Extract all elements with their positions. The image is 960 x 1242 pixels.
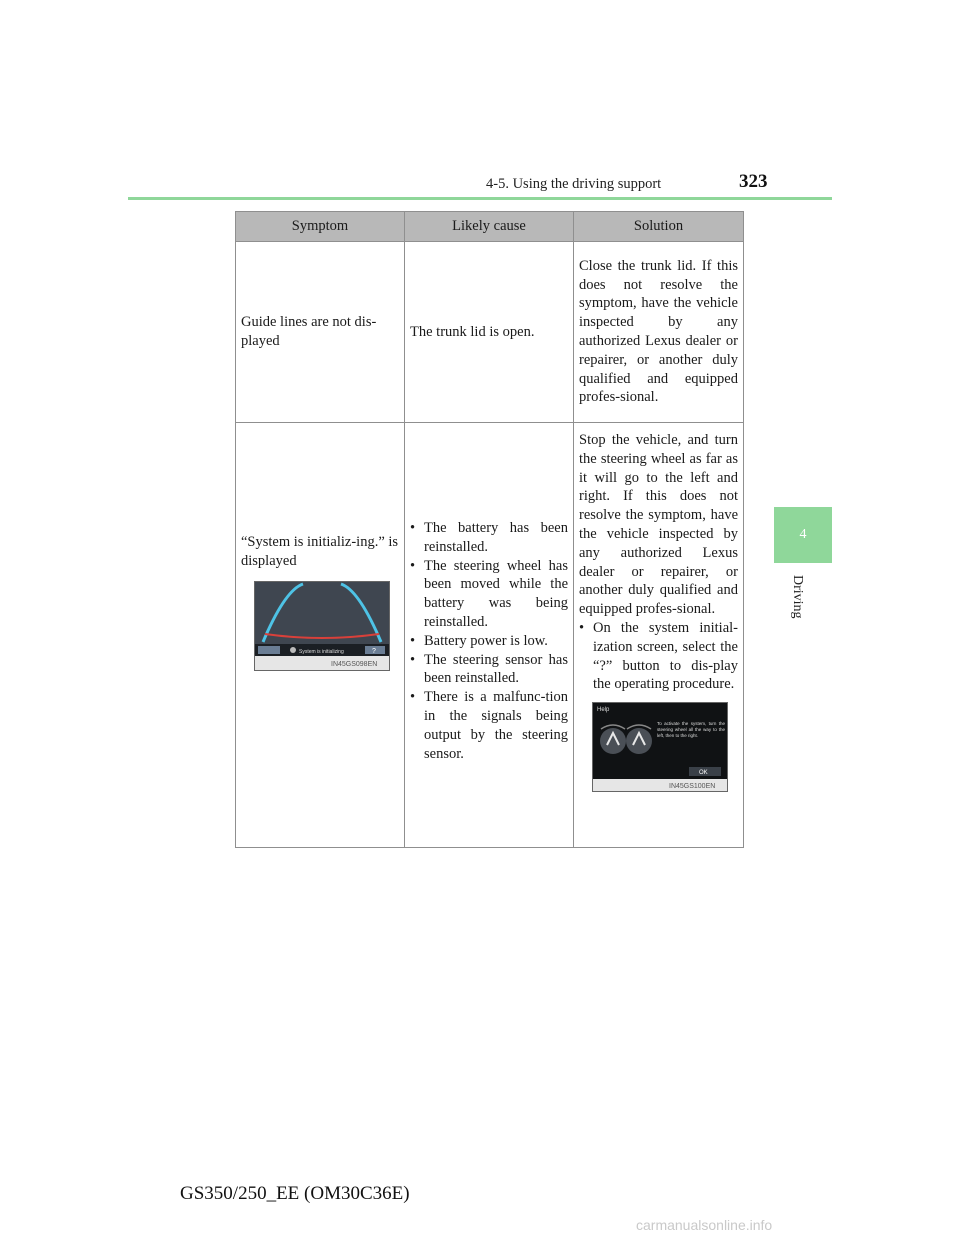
solution-cell: Close the trunk lid. If this does not resolve the symptom, have the vehicle inspected by any authorized Lexus dealer or repairer, or another duly qualified and equipped profes-sional. bbox=[574, 242, 744, 423]
table-row bbox=[236, 242, 744, 423]
header-solution: Solution bbox=[574, 212, 744, 242]
page-number: 323 bbox=[739, 171, 768, 192]
help-screen-illustration bbox=[593, 703, 727, 791]
symptom-cell: Guide lines are not dis-played bbox=[236, 242, 405, 423]
list-item: • On the system initial-ization screen, select the “?” button to dis-play the operating procedure. bbox=[579, 619, 738, 694]
watermark: carmanualsonline.info bbox=[636, 1217, 773, 1233]
header-symptom: Symptom bbox=[236, 212, 405, 242]
chapter-number: 4 bbox=[799, 527, 807, 542]
chapter-tab bbox=[774, 507, 832, 563]
list-item: • Battery power is low. bbox=[410, 632, 568, 651]
symptom-text: “System is initializ-ing.” is displayed bbox=[241, 534, 399, 569]
symptom-cell bbox=[236, 423, 405, 848]
figure1-button: ? bbox=[372, 647, 376, 655]
cause-cell bbox=[405, 423, 574, 848]
solution-intro: Stop the vehicle, and turn the steering wheel as far as it will go to the left and right. If this does not resolve the symptom, have the vehicle inspected by any authorized Lexus dealer or repairer, or another duly qualified and equipped profes-sional. bbox=[579, 432, 738, 618]
figure2-ok-button: OK bbox=[699, 770, 708, 777]
chapter-label: Driving bbox=[790, 575, 805, 619]
header-likely-cause: Likely cause bbox=[405, 212, 574, 242]
solution-list bbox=[579, 619, 738, 694]
cause-cell: The trunk lid is open. bbox=[405, 242, 574, 423]
help-screen-figure bbox=[592, 702, 728, 792]
initializing-screen-illustration bbox=[255, 582, 389, 670]
solution-cell bbox=[574, 423, 744, 848]
section-title: 4-5. Using the driving support bbox=[486, 176, 662, 192]
cause-list bbox=[410, 519, 568, 763]
troubleshooting-table bbox=[235, 211, 744, 848]
figure1-message: System is initializing bbox=[299, 648, 344, 655]
header-rule bbox=[128, 197, 832, 200]
figure1-code: IN45GS098EN bbox=[331, 660, 378, 668]
list-item: • The steering wheel has been moved while the battery was being reinstalled. bbox=[410, 557, 568, 632]
figure2-text: To activate the system, turn the steering wheel all the way to the left, then to the right. bbox=[657, 721, 725, 739]
table-row bbox=[236, 423, 744, 848]
figure2-title: Help bbox=[597, 707, 610, 714]
table-header-row bbox=[236, 212, 744, 242]
initializing-screen-figure bbox=[254, 581, 390, 671]
figure2-code: IN45GS100EN bbox=[669, 783, 716, 791]
footer-model: GS350/250_EE (OM30C36E) bbox=[180, 1183, 410, 1204]
list-item: • The steering sensor has been reinstalled. bbox=[410, 651, 568, 689]
list-item: • There is a malfunc-tion in the signals being output by the steering sensor. bbox=[410, 688, 568, 763]
list-item: • The battery has been reinstalled. bbox=[410, 519, 568, 557]
